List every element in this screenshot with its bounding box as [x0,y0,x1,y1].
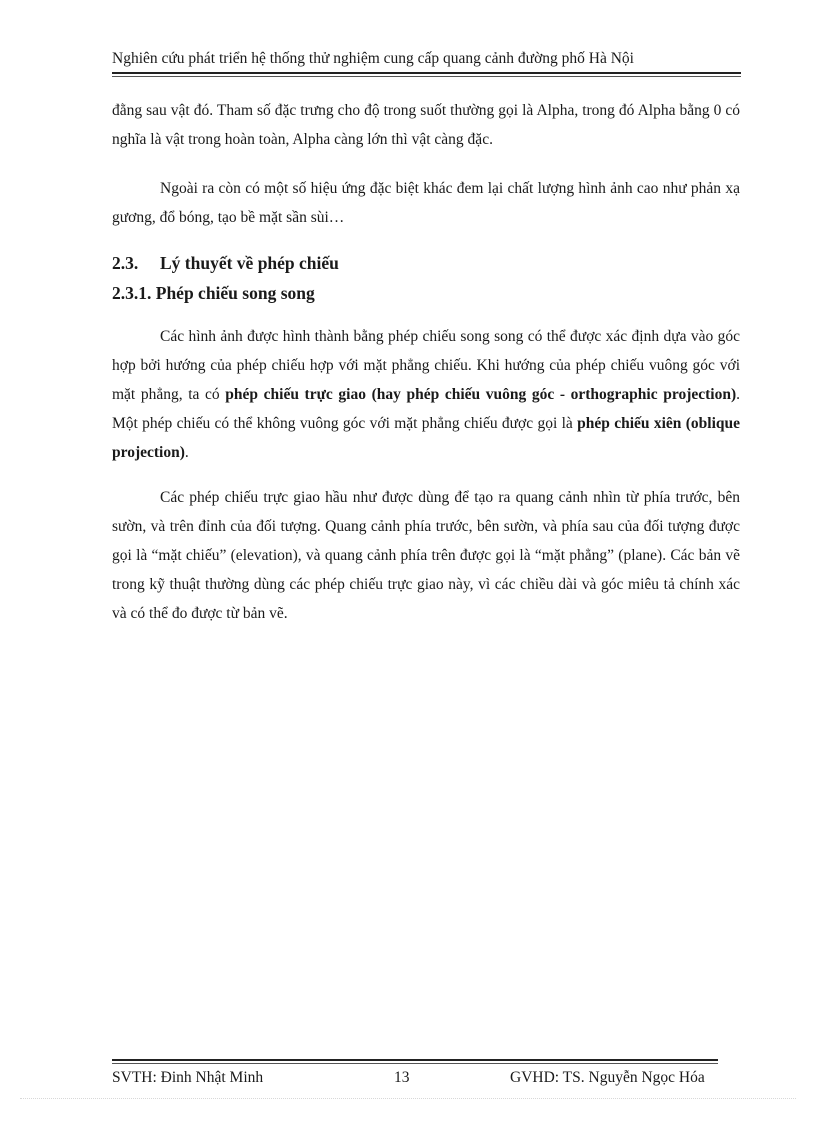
section-title: Lý thuyết về phép chiếu [160,253,339,273]
paragraph-alpha: đằng sau vật đó. Tham số đặc trưng cho độ trong suốt thường gọi là Alpha, trong đó Alpha bằng 0 có nghĩa là vật trong hoàn toàn, Alpha càng lớn thì vật càng đặc. [112,102,740,148]
term-oblique: phép chiếu xiên (oblique projection) [112,415,741,461]
paragraph-effects: Ngoài ra còn có một số hiệu ứng đặc biệt khác đem lại chất lượng hình ảnh cao như phản xạ gương, đổ bóng, tạo bề mặt sần sùi… [112,180,740,226]
section-number: 2.3. [112,253,139,273]
page-content [112,96,740,628]
paragraph-parallel-projection [112,322,740,467]
footer-advisor: GVHD: TS. Nguyễn Ngọc Hóa [510,1069,705,1086]
footer-rule [112,1059,718,1061]
subsection-number: 2.3.1. [112,283,152,303]
header-rule-thin [112,76,741,77]
page-number: 13 [394,1069,410,1086]
footer-student: SVTH: Đinh Nhật Minh [112,1069,264,1086]
footer-rule-thin [112,1063,718,1064]
running-header: Nghiên cứu phát triển hệ thống thử nghiệm cung cấp quang cảnh đường phố Hà Nội [112,50,634,67]
text-run: . [184,444,189,461]
paragraph-orthographic-usage: Các phép chiếu trực giao hầu như được dùng để tạo ra quang cảnh nhìn từ phía trước, bên sườn, và trên đỉnh của đối tượng. Quang cảnh phía trước, bên sườn, và phía sau của đối tượng được gọi là “mặt chiếu” (elevation), và quang cảnh phía trên được gọi là “mặt phẳng” (plane). Các bản vẽ trong kỹ thuật thường dùng các phép chiếu trực giao này, vì các chiều dài và góc miêu tả chính xác và có thể đo được từ bản vẽ. [112,489,740,622]
term-orthographic: phép chiếu trực giao (hay phép chiếu vuông góc - orthographic projection) [225,386,737,403]
section-heading [112,248,740,278]
text-run: . Một phép chiếu có thể không vuông góc với mặt phẳng chiếu được gọi là [112,386,740,432]
page-bottom-divider [20,1098,796,1099]
text-run: Các hình ảnh được hình thành bằng phép chiếu song song có thể được xác định dựa vào góc hợp bởi hướng của phép chiếu hợp với mặt phẳng chiếu. Khi hướng của phép chiếu vuông góc với mặt phẳng, ta có [112,328,740,403]
header-rule [112,72,741,74]
subsection-heading [112,278,740,308]
subsection-title: Phép chiếu song song [155,283,315,303]
